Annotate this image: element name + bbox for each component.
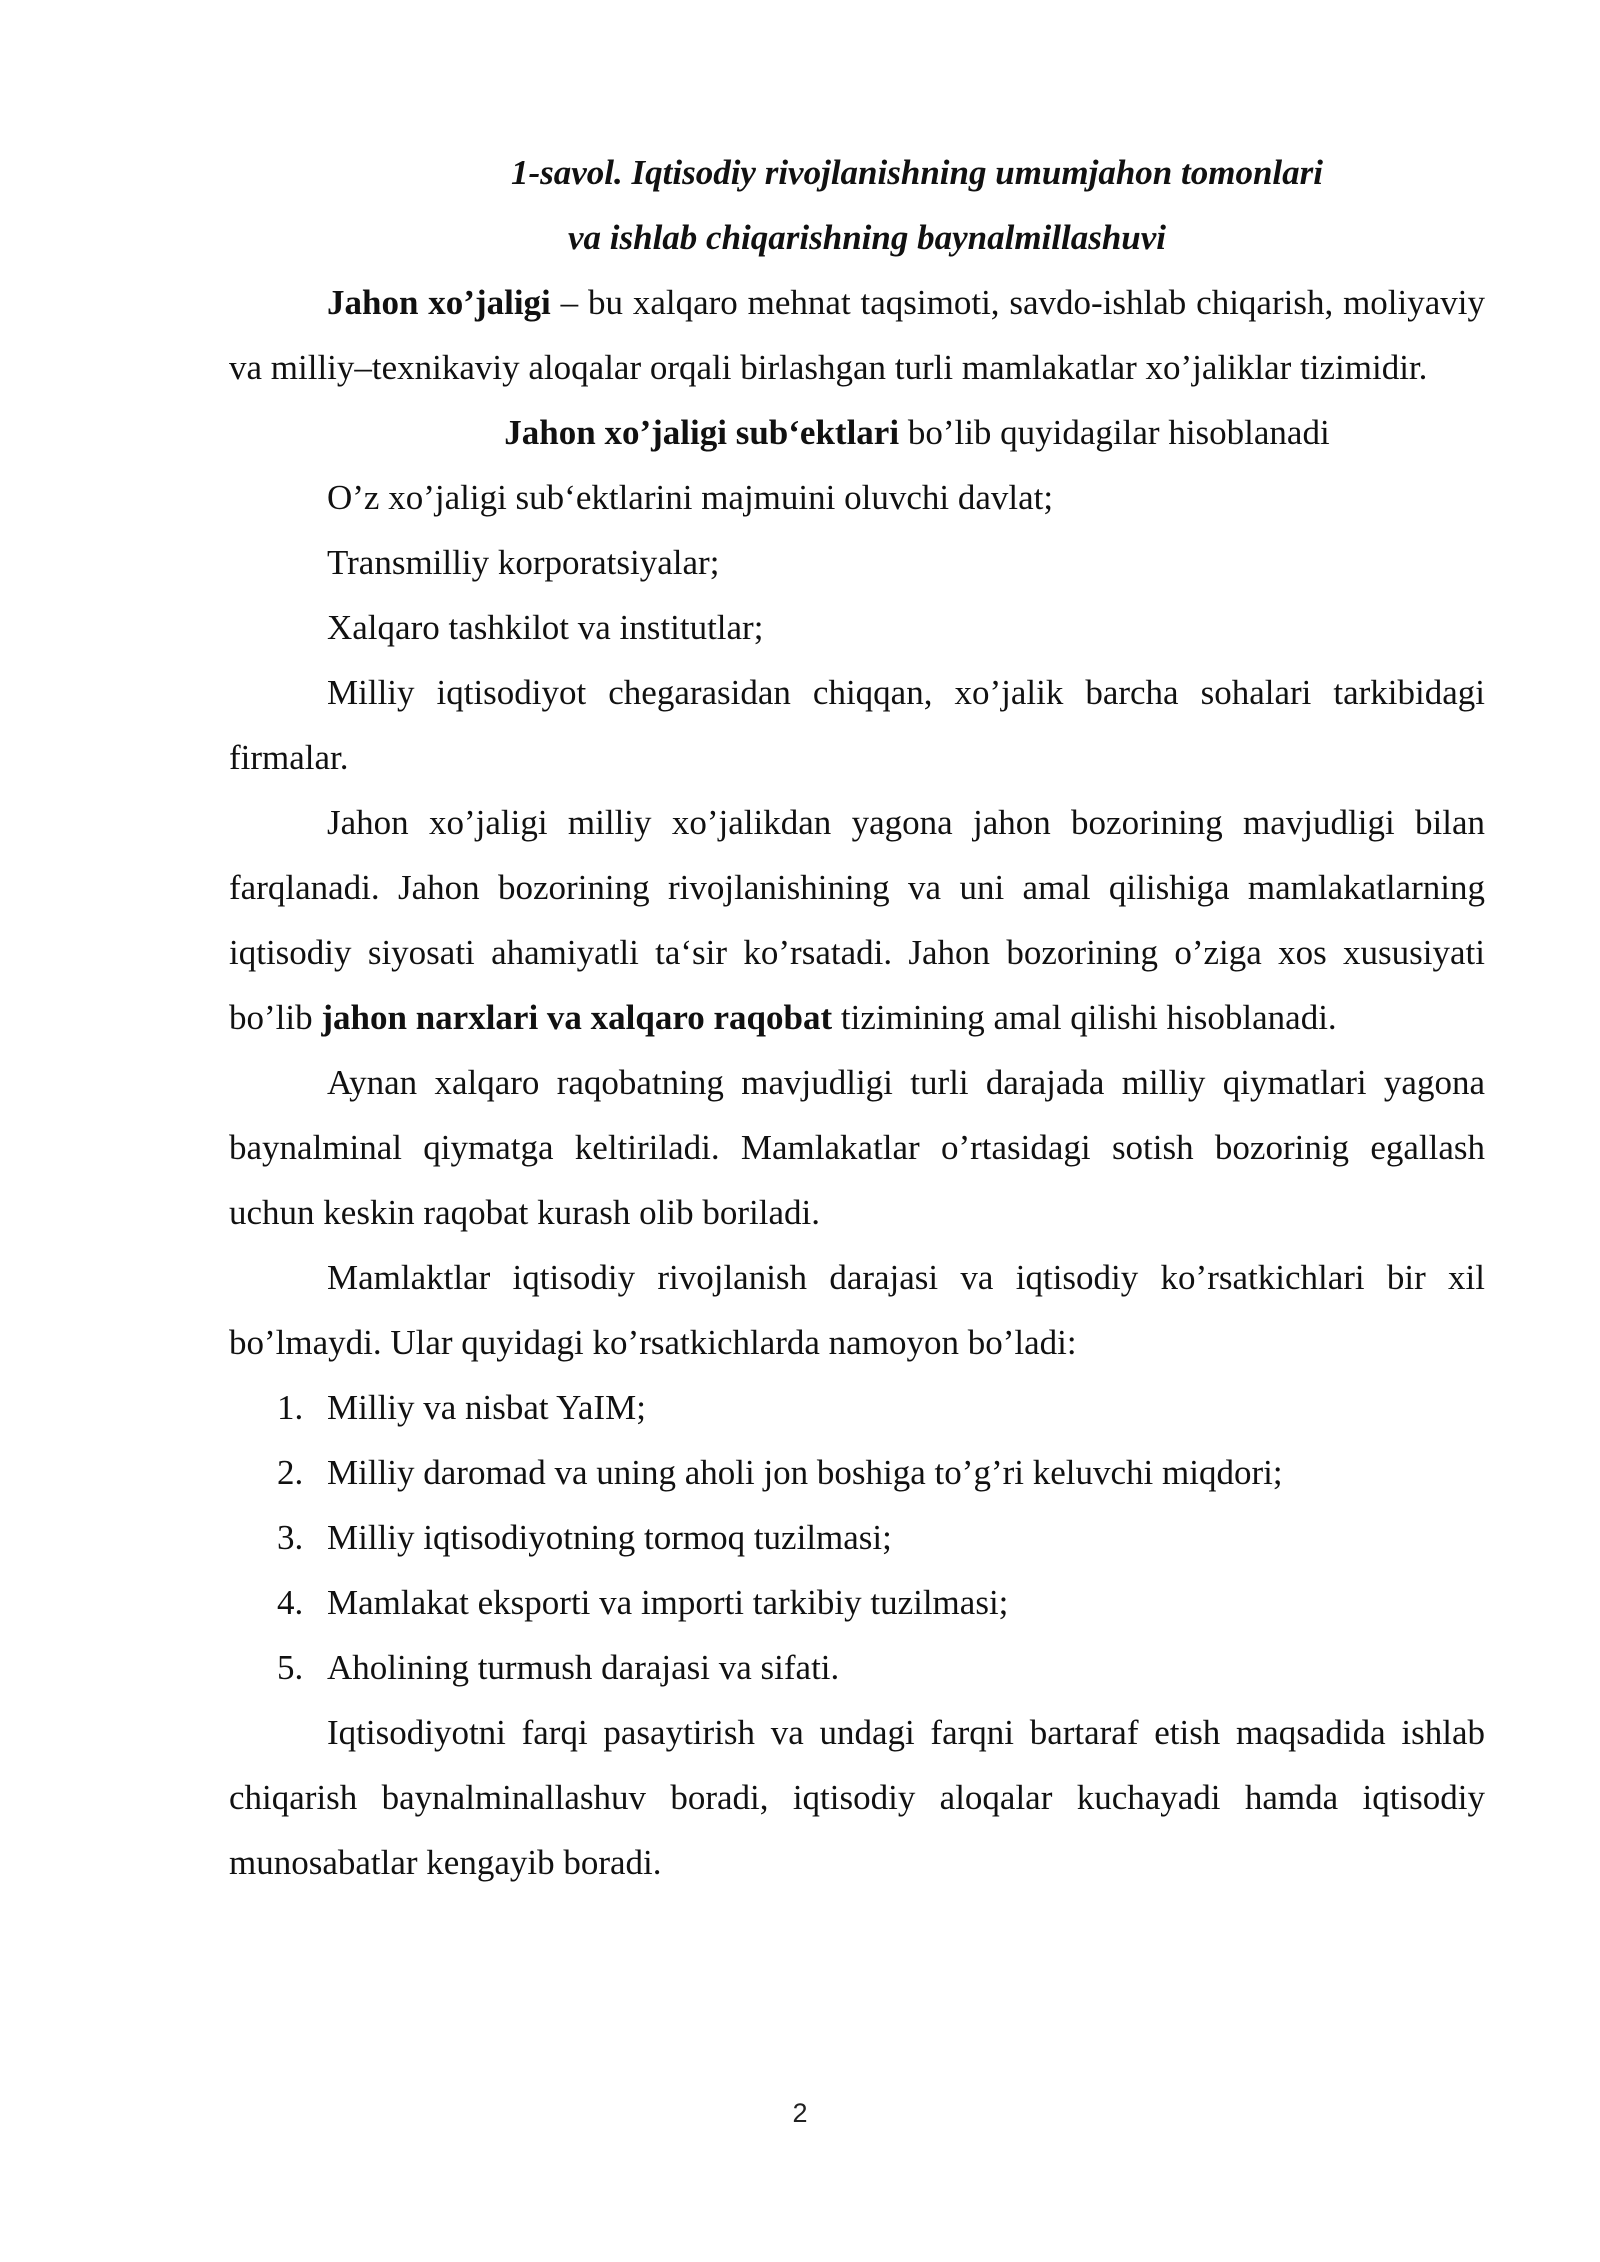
paragraph-internationalization: Iqtisodiyotni farqi pasaytirish va undagi farqni bartaraf etish maqsadida ishlab chiqarish baynalminallashuv boradi, iqtisodiy aloqalar kuchayadi hamda iqtisodiy munosabatlar kengayib boradi.: [229, 1713, 1485, 1882]
indicator-text: Milliy daromad va uning aholi jon boshiga to’g’ri keluvchi miqdori;: [327, 1453, 1283, 1492]
subject-item: Transmilliy korporatsiyalar;: [327, 543, 720, 582]
subjects-heading-term: Jahon xo’jaligi sub‘ektlari: [504, 413, 900, 452]
indicator-text: Milliy va nisbat YaIM;: [327, 1388, 646, 1427]
paragraph-text: tizimining amal qilishi hisoblanadi.: [832, 998, 1337, 1037]
subjects-list: [229, 465, 1485, 660]
indicator-number: 2.: [277, 1453, 304, 1492]
indicator-item: [229, 1505, 1485, 1570]
subject-item: O’z xo’jaligi sub‘ektlarini majmuini oluvchi davlat;: [327, 478, 1054, 517]
section-title-line-2: va ishlab chiqarishning baynalmillashuvi: [567, 218, 1167, 257]
paragraph-indicators-intro: Mamlaktlar iqtisodiy rivojlanish darajasi va iqtisodiy ko’rsatkichlari bir xil bo’lmaydi. Ular quyidagi ko’rsatkichlarda namoyon bo’ladi:: [229, 1258, 1485, 1362]
indicator-item: [229, 1375, 1485, 1440]
paragraph-world-market: [229, 790, 1485, 1050]
indicator-number: 3.: [277, 1518, 304, 1557]
indicator-number: 4.: [277, 1583, 304, 1622]
indicator-text: Aholining turmush darajasi va sifati.: [327, 1648, 840, 1687]
subject-item: Milliy iqtisodiyot chegarasidan chiqqan, xo’jalik barcha sohalari tarkibidagi firmalar.: [229, 673, 1485, 777]
indicator-number: 5.: [277, 1648, 304, 1687]
term-world-economy: Jahon xo’jaligi: [327, 283, 551, 322]
paragraph-competition: Aynan xalqaro raqobatning mavjudligi turli darajada milliy qiymatlari yagona baynalminal qiymatga keltiriladi. Mamlakatlar o’rtasidagi sotish bozorinig egallash uchun keskin raqobat kurash olib boriladi.: [229, 1063, 1485, 1232]
section-title-line-1: 1-savol. Iqtisodiy rivojlanishning umumjahon tomonlari: [510, 153, 1323, 192]
paragraph-definition: [229, 270, 1485, 400]
indicator-number: 1.: [277, 1388, 304, 1427]
definition-text: – bu xalqaro mehnat taqsimoti, savdo-ishlab chiqarish, moliyaviy va milliy–texnikaviy aloqalar orqali birlashgan turli mamlakatlar xo’jaliklar tizimidir.: [229, 283, 1485, 387]
page-number: 2: [792, 2098, 808, 2128]
indicator-item: [229, 1635, 1485, 1700]
indicator-item: [229, 1440, 1485, 1505]
document-page: [229, 140, 1485, 1895]
subjects-heading-text: bo’lib quyidagilar hisoblanadi: [899, 413, 1330, 452]
subject-item: Xalqaro tashkilot va institutlar;: [327, 608, 764, 647]
indicator-text: Mamlakat eksporti va importi tarkibiy tuzilmasi;: [327, 1583, 1009, 1622]
indicators-list: [229, 1375, 1485, 1700]
indicator-text: Milliy iqtisodiyotning tormoq tuzilmasi;: [327, 1518, 892, 1557]
indicator-item: [229, 1570, 1485, 1635]
subjects-heading: [229, 400, 1485, 465]
paragraph-text: Jahon xo’jaligi milliy xo’jalikdan yagona jahon bozorining mavjudligi bilan farqlanadi. Jahon bozorining rivojlanishining va uni amal qilishiga mamlakatlarning iqtisodiy siyosati ahamiyatli ta‘sir ko’rsatadi. Jahon bozorining o’ziga xos xususiyati bo’lib: [229, 803, 1485, 1037]
term-world-prices-competition: jahon narxlari va xalqaro raqobat: [321, 998, 833, 1037]
